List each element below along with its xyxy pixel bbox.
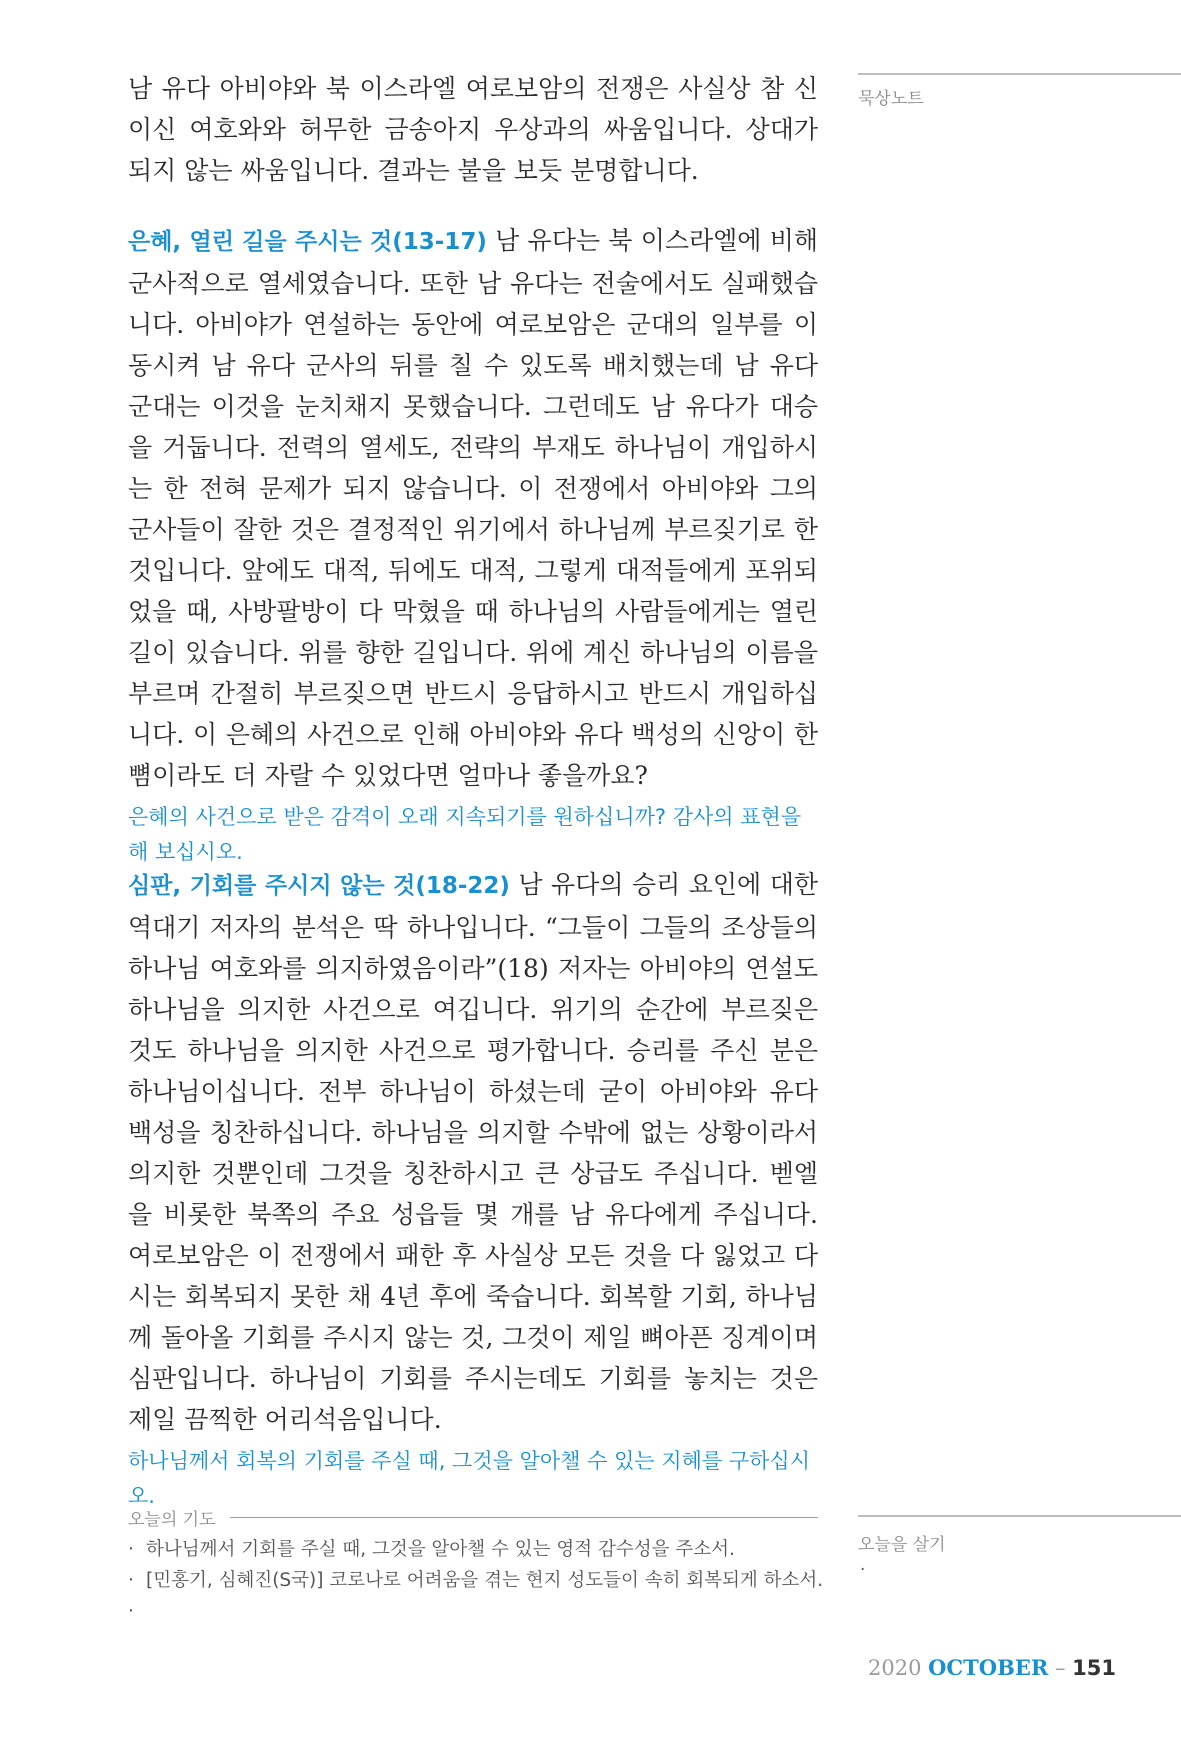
living-label: 오늘을 살기 (858, 1535, 946, 1555)
page-number: 151 (1072, 1656, 1116, 1680)
section-grace-application: 은혜의 사건으로 받은 감격이 오래 지속되기를 원하십니까? 감사의 표현을 해 보십시오. (128, 805, 802, 864)
section-judgment-body: 남 유다의 승리 요인에 대한 역대기 저자의 분석은 딱 하나입니다. “그들이 그들의 조상들의 하나님 여호와를 의지하였음이라”(18) 저자는 아비야의 연설도 하나님을 의지한 사건으로 여깁니다. 위기의 순간에 부르짖은 것도 하나님을 의지한 사건으로 평가합니다. 승리를 주신 분은 하나님이십니다. 전부 하나님이 하셨는데 굳이 아비야와 유다 백성을 칭찬하십니다. 하나님을 의지할 수밖에 없는 상황이라서 의지한 것뿐인데 그것을 칭찬하시고 큰 상급도 주십니다. 벧엘을 비롯한 북쪽의 주요 성읍들 몇 개를 남 유다에게 주십니다. 여로보암은 이 전쟁에서 패한 후 사실상 모든 것을 다 잃었고 다시는 회복되지 못한 채 4년 후에 죽습니다. 회복할 기회, 하나님께 돌아올 기회를 주시지 않는 것, 그것이 제일 뼈아픈 징계이며 심판입니다. 하나님이 기회를 주시는데도 기회를 놓치는 것은 제일 끔찍한 어리석음입니다. (128, 870, 818, 1434)
intro-block (128, 68, 818, 191)
footer-year: 2020 (868, 1656, 922, 1680)
prayer-bullet: · (128, 1570, 134, 1591)
living-bullet: · (860, 1560, 866, 1580)
footer-dash: – (1054, 1656, 1066, 1680)
section-grace-body: 남 유다는 북 이스라엘에 비해 군사적으로 열세였습니다. 또한 남 유다는 전술에서도 실패했습니다. 아비야가 연설하는 동안에 여로보암은 군대의 일부를 이동시켜 남 유다 군사의 뒤를 칠 수 있도록 배치했는데 남 유다 군대는 이것을 눈치채지 못했습니다. 그런데도 남 유다가 대승을 거둡니다. 전력의 열세도, 전략의 부재도 하나님이 개입하시는 한 전혀 문제가 되지 않습니다. 이 전쟁에서 아비야와 그의 군사들이 잘한 것은 결정적인 위기에서 하나님께 부르짖기로 한 것입니다. 앞에도 대적, 뒤에도 대적, 그렇게 대적들에게 포위되었을 때, 사방팔방이 다 막혔을 때 하나님의 사람들에게는 열린 길이 있습니다. 위를 향한 길입니다. 위에 계신 하나님의 이름을 부르며 간절히 부르짖으면 반드시 응답하시고 반드시 개입하십니다. 이 은혜의 사건으로 인해 아비야와 유다 백성의 신앙이 한 뼘이라도 더 자랄 수 있었다면 얼마나 좋을까요? (128, 226, 819, 790)
prayer-header (128, 1505, 818, 1529)
prayer-item (128, 1534, 828, 1565)
prayer-item-text: [민홍기, 심혜진(S국)] 코로나로 어려움을 겪는 현지 성도들이 속히 회복되게 하소서. (146, 1570, 824, 1591)
prayer-item (128, 1596, 828, 1627)
prayer-list (128, 1534, 828, 1627)
section-grace-paragraph (128, 220, 818, 796)
section-grace-heading: 은혜, 열린 길을 주시는 것(13-17) (128, 229, 487, 255)
section-grace (128, 220, 818, 870)
living-rule (858, 1515, 1181, 1517)
prayer-bullet: · (128, 1601, 134, 1622)
page-footer (868, 1655, 1116, 1680)
notes-label: 묵상노트 (858, 89, 924, 109)
prayer-item-text: 하나님께서 기회를 주실 때, 그것을 알아챌 수 있는 영적 감수성을 주소서. (146, 1539, 735, 1560)
section-judgment (128, 864, 818, 1514)
notes-rule (858, 73, 1181, 75)
intro-paragraph: 남 유다 아비야와 북 이스라엘 여로보암의 전쟁은 사실상 참 신이신 여호와와 허무한 금송아지 우상과의 싸움입니다. 상대가 되지 않는 싸움입니다. 결과는 불을 보듯 분명합니다. (128, 74, 818, 185)
section-judgment-paragraph (128, 864, 818, 1440)
section-judgment-application: 하나님께서 회복의 기회를 주실 때, 그것을 알아챌 수 있는 지혜를 구하십시오. (128, 1449, 811, 1508)
prayer-label: 오늘의 기도 (128, 1510, 230, 1530)
prayer-item (128, 1565, 828, 1596)
prayer-bullet: · (128, 1539, 134, 1560)
section-judgment-heading: 심판, 기회를 주시지 않는 것(18-22) (128, 873, 510, 899)
prayer-rule (128, 1517, 818, 1518)
footer-month: OCTOBER (928, 1655, 1049, 1680)
